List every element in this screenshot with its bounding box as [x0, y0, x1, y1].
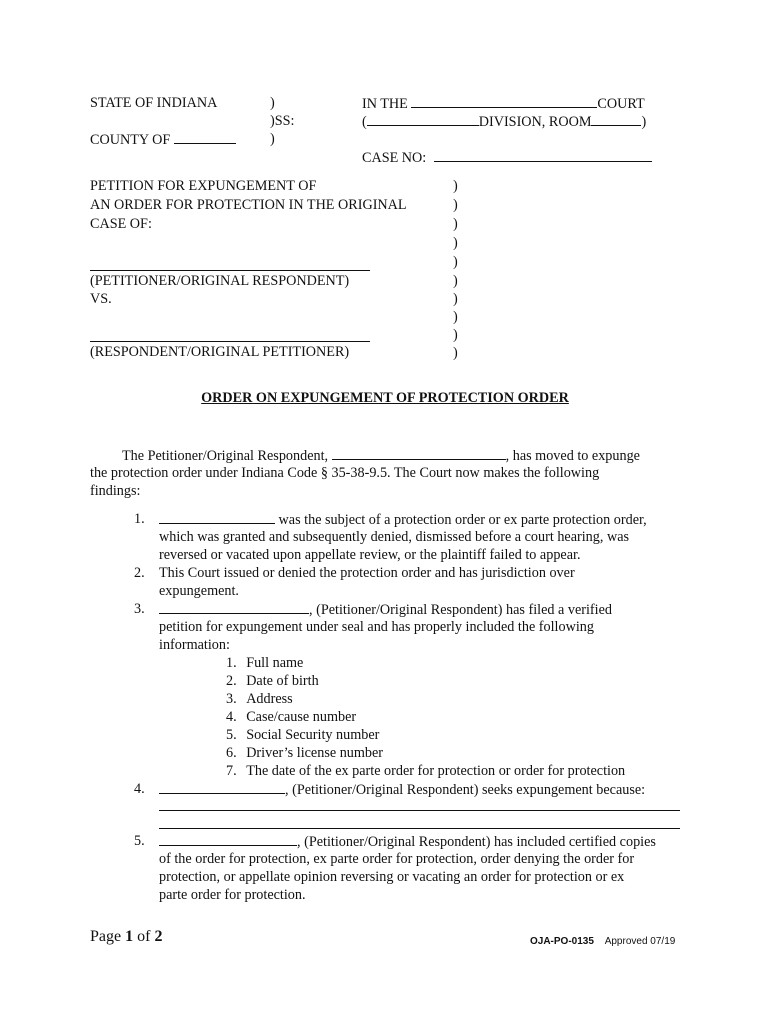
info-item — [226, 726, 379, 744]
info-item-text: Full name — [246, 655, 304, 671]
info-item-text: The date of the ex parte order for protection or order for protection — [246, 763, 626, 779]
reason-blank-line[interactable] — [159, 828, 680, 829]
info-item-num: 6. — [226, 745, 237, 761]
info-item — [226, 672, 319, 690]
form-id: OJA-PO-0135 — [530, 936, 594, 947]
order-title: ORDER ON EXPUNGEMENT OF PROTECTION ORDER — [201, 390, 569, 406]
page-current: 1 — [125, 928, 134, 945]
finding-2-line-1: This Court issued or denied the protection order and has jurisdiction over — [159, 565, 575, 581]
header-paren: ) — [270, 131, 275, 147]
finding-1-line-1 — [159, 510, 647, 529]
caption-line-3: CASE OF: — [90, 216, 152, 232]
finding-text: , (Petitioner/Original Respondent) has included certified copies — [297, 834, 656, 850]
reason-blank-line[interactable] — [159, 810, 680, 811]
room-blank[interactable] — [591, 112, 641, 126]
finding-number: 1. — [134, 511, 145, 527]
page-of: of — [137, 928, 151, 945]
info-item-num: 2. — [226, 673, 237, 689]
county-blank[interactable] — [174, 130, 236, 144]
finding-5-blank[interactable] — [159, 832, 297, 846]
intro-text: , has moved to expunge — [505, 448, 640, 464]
in-the-text: IN THE — [362, 96, 408, 112]
header-paren: ) — [270, 95, 275, 111]
caption-paren: ) — [453, 291, 458, 307]
finding-2-line-2: expungement. — [159, 583, 239, 599]
info-item — [226, 708, 356, 726]
finding-4-line-1 — [159, 780, 645, 799]
caption-paren: ) — [453, 345, 458, 361]
petitioner-label: (PETITIONER/ORIGINAL RESPONDENT) — [90, 273, 350, 289]
court-text: COURT — [597, 96, 645, 112]
approved-date: Approved 07/19 — [604, 936, 676, 947]
caption-paren: ) — [453, 254, 458, 270]
finding-text: was the subject of a protection order or ex parte protection order, — [278, 512, 647, 528]
caption-paren: ) — [453, 309, 458, 325]
info-item-num: 3. — [226, 691, 237, 707]
finding-number: 3. — [134, 601, 145, 617]
intro-line-2: the protection order under Indiana Code § 35-38-9.5. The Court now makes the following — [90, 465, 600, 481]
division-blank[interactable] — [367, 112, 479, 126]
finding-3-blank[interactable] — [159, 600, 309, 614]
page-label: Page — [90, 928, 122, 945]
close-paren: ) — [641, 114, 647, 130]
info-item-text: Case/cause number — [246, 709, 357, 725]
caption-paren: ) — [453, 273, 458, 289]
info-item-num: 4. — [226, 709, 237, 725]
finding-4-blank[interactable] — [159, 780, 285, 794]
page-number — [90, 928, 162, 946]
petitioner-name-blank[interactable] — [332, 446, 506, 460]
info-item-num: 1. — [226, 655, 237, 671]
division-room-text: DIVISION, ROOM — [478, 114, 592, 130]
info-item-text: Social Security number — [246, 727, 380, 743]
info-item-num: 7. — [226, 763, 237, 779]
finding-text: , (Petitioner/Original Respondent) has filed a verified — [309, 602, 612, 618]
court-name-blank[interactable] — [411, 94, 597, 108]
finding-number: 4. — [134, 781, 145, 797]
info-item-text: Date of birth — [246, 673, 319, 689]
county-text: COUNTY OF — [90, 132, 171, 148]
info-item — [226, 690, 293, 708]
page-total: 2 — [154, 928, 163, 945]
respondent-name-blank[interactable] — [90, 341, 370, 342]
finding-text: , (Petitioner/Original Respondent) seeks expungement because: — [285, 782, 646, 798]
finding-5-line-1 — [159, 832, 656, 851]
division-line — [362, 112, 646, 131]
court-line — [362, 94, 645, 113]
finding-number: 2. — [134, 565, 145, 581]
finding-3-line-1 — [159, 600, 612, 619]
open-paren: ( — [362, 114, 367, 130]
vs-label: VS. — [90, 291, 112, 307]
petitioner-name-blank[interactable] — [90, 270, 370, 271]
case-no-blank[interactable] — [434, 148, 652, 162]
form-footer — [530, 933, 675, 951]
caption-paren: ) — [453, 178, 458, 194]
caption-paren: ) — [453, 197, 458, 213]
finding-1-line-3: reversed or vacated upon appellate review, or the plaintiff failed to appear. — [159, 547, 581, 563]
info-item — [226, 654, 303, 672]
info-item — [226, 744, 383, 762]
caption-paren: ) — [453, 216, 458, 232]
case-no-text: CASE NO: — [362, 150, 427, 166]
caption-paren: ) — [453, 327, 458, 343]
finding-5-line-2: of the order for protection, ex parte order for protection, order denying the order for — [159, 851, 635, 867]
finding-3-line-2: petition for expungement under seal and has properly included the following — [159, 619, 594, 635]
state-label: STATE OF INDIANA — [90, 95, 218, 111]
intro-line-3: findings: — [90, 483, 141, 499]
finding-1-line-2: which was granted and subsequently denied, dismissed before a court hearing, was — [159, 529, 630, 545]
ss-label: )SS: — [270, 113, 295, 129]
info-item-num: 5. — [226, 727, 237, 743]
respondent-label: (RESPONDENT/ORIGINAL PETITIONER) — [90, 344, 350, 360]
caption-line-2: AN ORDER FOR PROTECTION IN THE ORIGINAL — [90, 197, 407, 213]
finding-number: 5. — [134, 833, 145, 849]
intro-text: The Petitioner/Original Respondent, — [122, 448, 329, 464]
finding-3-line-3: information: — [159, 637, 230, 653]
intro-line-1 — [122, 446, 640, 465]
info-item — [226, 762, 625, 780]
case-no-line — [362, 148, 652, 167]
finding-5-line-3: protection, or appellate opinion reversing or vacating an order for protection or ex — [159, 869, 625, 885]
finding-1-blank[interactable] — [159, 510, 275, 524]
county-label — [90, 130, 236, 149]
finding-5-line-4: parte order for protection. — [159, 887, 306, 903]
info-item-text: Address — [246, 691, 293, 707]
caption-paren: ) — [453, 235, 458, 251]
caption-line-1: PETITION FOR EXPUNGEMENT OF — [90, 178, 317, 194]
info-item-text: Driver’s license number — [246, 745, 384, 761]
